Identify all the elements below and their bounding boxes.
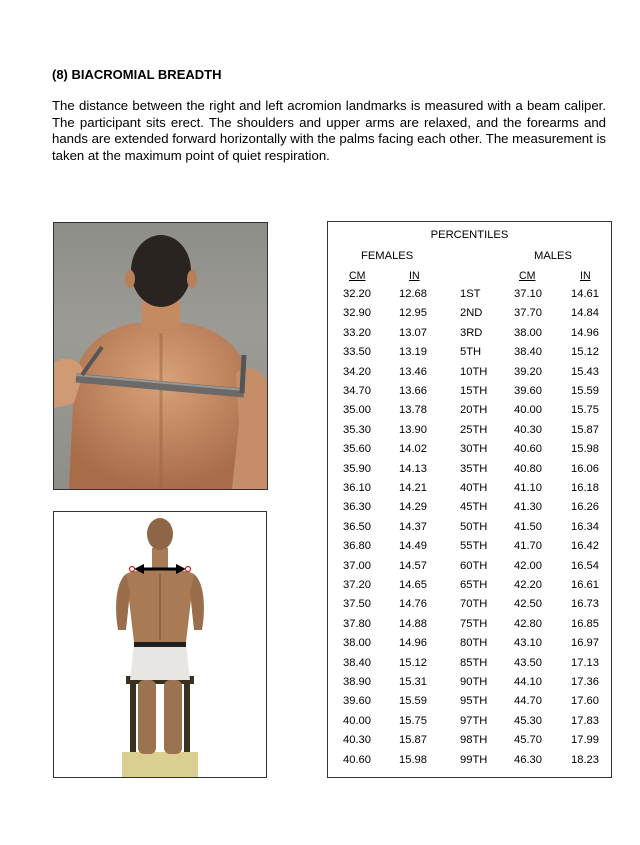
female-in-cell: 14.76 bbox=[399, 598, 427, 611]
table-row bbox=[328, 288, 611, 307]
female-in-header: IN bbox=[409, 270, 420, 282]
male-in-cell: 17.83 bbox=[571, 714, 599, 727]
male-in-cell: 17.99 bbox=[571, 734, 599, 747]
female-cm-cell: 32.90 bbox=[343, 307, 371, 320]
figure-head bbox=[147, 518, 173, 550]
table-row bbox=[328, 366, 611, 385]
table-row bbox=[328, 307, 611, 326]
male-in-cell: 15.59 bbox=[571, 385, 599, 397]
male-cm-cell: 45.30 bbox=[514, 714, 542, 727]
percentile-cell: 2ND bbox=[460, 307, 483, 320]
male-in-cell: 16.73 bbox=[571, 598, 599, 611]
table-row bbox=[328, 327, 611, 346]
table-row bbox=[328, 657, 611, 676]
female-cm-cell: 38.40 bbox=[343, 656, 371, 669]
measurement-description: The distance between the right and left acromion landmarks is measured with a beam caliper. The participant sits erect. The shoulders and upper arms are relaxed, and the forearms and hands are extended forward horizontally with the palms facing each other. The measurement is taken at the maximum point of quiet respiration. bbox=[52, 98, 606, 163]
female-in-cell: 14.96 bbox=[399, 637, 427, 650]
table-row bbox=[328, 695, 611, 714]
table-row bbox=[328, 579, 611, 598]
female-in-cell: 15.98 bbox=[399, 753, 427, 766]
female-cm-cell: 37.80 bbox=[343, 617, 371, 630]
female-in-cell: 13.46 bbox=[399, 365, 427, 378]
measurement-photo bbox=[53, 222, 268, 490]
table-row bbox=[328, 443, 611, 462]
female-cm-cell: 38.00 bbox=[343, 637, 371, 650]
female-in-cell: 13.07 bbox=[399, 326, 427, 339]
male-in-cell: 16.18 bbox=[571, 482, 599, 494]
female-cm-cell: 38.90 bbox=[343, 676, 371, 688]
female-cm-cell: 34.20 bbox=[343, 365, 371, 378]
male-in-cell: 16.06 bbox=[571, 462, 599, 475]
male-in-cell: 15.43 bbox=[571, 365, 599, 378]
percentile-cell: 45TH bbox=[460, 501, 488, 514]
percentile-cell: 65TH bbox=[460, 579, 488, 591]
female-cm-cell: 36.30 bbox=[343, 501, 371, 514]
percentile-cell: 20TH bbox=[460, 404, 488, 417]
male-in-cell: 16.26 bbox=[571, 501, 599, 514]
male-in-cell: 17.13 bbox=[571, 656, 599, 669]
percentile-cell: 15TH bbox=[460, 385, 488, 397]
female-in-cell: 15.75 bbox=[399, 714, 427, 727]
female-in-cell: 13.19 bbox=[399, 346, 427, 359]
male-in-cell: 17.36 bbox=[571, 676, 599, 688]
percentile-cell: 50TH bbox=[460, 520, 488, 533]
male-cm-cell: 40.80 bbox=[514, 462, 542, 475]
measurement-illustration bbox=[53, 511, 267, 778]
male-cm-cell: 41.50 bbox=[514, 520, 542, 533]
male-in-cell: 18.23 bbox=[571, 753, 599, 766]
female-cm-cell: 35.30 bbox=[343, 423, 371, 436]
table-row bbox=[328, 676, 611, 695]
male-in-cell: 15.75 bbox=[571, 404, 599, 417]
female-in-cell: 12.95 bbox=[399, 307, 427, 320]
table-row bbox=[328, 521, 611, 540]
male-in-cell: 16.61 bbox=[571, 579, 599, 591]
female-cm-cell: 32.20 bbox=[343, 288, 371, 300]
male-cm-cell: 42.00 bbox=[514, 559, 542, 572]
male-cm-cell: 39.60 bbox=[514, 385, 542, 397]
percentile-cell: 1ST bbox=[460, 288, 481, 300]
table-row bbox=[328, 598, 611, 617]
male-cm-cell: 44.10 bbox=[514, 676, 542, 688]
table-row bbox=[328, 501, 611, 520]
percentile-cell: 35TH bbox=[460, 462, 488, 475]
female-cm-cell: 37.00 bbox=[343, 559, 371, 572]
table-row bbox=[328, 385, 611, 404]
male-cm-cell: 42.80 bbox=[514, 617, 542, 630]
male-in-cell: 16.97 bbox=[571, 637, 599, 650]
table-row bbox=[328, 734, 611, 753]
female-in-cell: 14.65 bbox=[399, 579, 427, 591]
percentile-cell: 99TH bbox=[460, 753, 488, 766]
male-in-cell: 16.42 bbox=[571, 540, 599, 553]
table-row bbox=[328, 637, 611, 656]
male-cm-cell: 40.30 bbox=[514, 423, 542, 436]
female-cm-cell: 36.10 bbox=[343, 482, 371, 494]
male-in-cell: 15.12 bbox=[571, 346, 599, 359]
female-cm-cell: 35.90 bbox=[343, 462, 371, 475]
female-in-cell: 14.13 bbox=[399, 462, 427, 475]
male-in-cell: 14.84 bbox=[571, 307, 599, 320]
male-in-cell: 17.60 bbox=[571, 695, 599, 708]
female-cm-cell: 35.00 bbox=[343, 404, 371, 417]
table-row bbox=[328, 346, 611, 365]
percentile-cell: 40TH bbox=[460, 482, 488, 494]
table-row bbox=[328, 482, 611, 501]
female-in-cell: 14.29 bbox=[399, 501, 427, 514]
female-cm-cell: 36.80 bbox=[343, 540, 371, 553]
left-acromion-marker bbox=[130, 567, 135, 572]
female-in-cell: 14.57 bbox=[399, 559, 427, 572]
female-in-cell: 14.49 bbox=[399, 540, 427, 553]
table-row bbox=[328, 404, 611, 423]
male-cm-cell: 37.10 bbox=[514, 288, 542, 300]
female-cm-cell: 40.60 bbox=[343, 753, 371, 766]
male-cm-cell: 44.70 bbox=[514, 695, 542, 708]
female-in-cell: 12.68 bbox=[399, 288, 427, 300]
female-in-cell: 14.21 bbox=[399, 482, 427, 494]
floor-box bbox=[122, 752, 198, 777]
female-cm-cell: 40.00 bbox=[343, 714, 371, 727]
female-cm-cell: 34.70 bbox=[343, 385, 371, 397]
percentile-cell: 98TH bbox=[460, 734, 488, 747]
female-in-cell: 15.59 bbox=[399, 695, 427, 708]
male-cm-cell: 39.20 bbox=[514, 365, 542, 378]
female-cm-cell: 37.20 bbox=[343, 579, 371, 591]
table-row bbox=[328, 540, 611, 559]
table-row bbox=[328, 424, 611, 443]
table-row bbox=[328, 618, 611, 637]
male-in-cell: 15.87 bbox=[571, 423, 599, 436]
percentile-cell: 25TH bbox=[460, 423, 488, 436]
page-title: (8) BIACROMIAL BREADTH bbox=[52, 67, 222, 82]
female-cm-header: CM bbox=[349, 270, 366, 282]
right-acromion-marker bbox=[186, 567, 191, 572]
percentile-cell: 85TH bbox=[460, 656, 488, 669]
female-in-cell: 13.90 bbox=[399, 423, 427, 436]
male-cm-cell: 42.20 bbox=[514, 579, 542, 591]
male-cm-cell: 40.60 bbox=[514, 443, 542, 456]
female-in-cell: 14.88 bbox=[399, 617, 427, 630]
female-cm-cell: 40.30 bbox=[343, 734, 371, 747]
male-in-cell: 14.61 bbox=[571, 288, 599, 300]
male-cm-cell: 38.00 bbox=[514, 326, 542, 339]
female-in-cell: 14.37 bbox=[399, 520, 427, 533]
female-in-cell: 13.66 bbox=[399, 385, 427, 397]
female-cm-cell: 33.20 bbox=[343, 326, 371, 339]
percentile-cell: 80TH bbox=[460, 637, 488, 650]
table-row bbox=[328, 754, 611, 773]
percentile-cell: 97TH bbox=[460, 714, 488, 727]
female-cm-cell: 35.60 bbox=[343, 443, 371, 456]
percentile-cell: 75TH bbox=[460, 617, 488, 630]
table-row bbox=[328, 560, 611, 579]
male-in-cell: 16.54 bbox=[571, 559, 599, 572]
shorts bbox=[130, 644, 190, 680]
male-in-cell: 16.34 bbox=[571, 520, 599, 533]
female-in-cell: 15.31 bbox=[399, 676, 427, 688]
female-cm-cell: 33.50 bbox=[343, 346, 371, 359]
male-in-header: IN bbox=[580, 270, 591, 282]
male-cm-cell: 37.70 bbox=[514, 307, 542, 320]
male-cm-cell: 40.00 bbox=[514, 404, 542, 417]
male-cm-cell: 43.10 bbox=[514, 637, 542, 650]
percentile-cell: 3RD bbox=[460, 326, 483, 339]
male-cm-cell: 41.30 bbox=[514, 501, 542, 514]
male-cm-cell: 42.50 bbox=[514, 598, 542, 611]
percentile-cell: 70TH bbox=[460, 598, 488, 611]
table-row bbox=[328, 715, 611, 734]
male-cm-cell: 41.10 bbox=[514, 482, 542, 494]
female-in-cell: 14.02 bbox=[399, 443, 427, 456]
percentile-cell: 55TH bbox=[460, 540, 488, 553]
female-cm-cell: 36.50 bbox=[343, 520, 371, 533]
percentile-cell: 5TH bbox=[460, 346, 482, 359]
male-in-cell: 15.98 bbox=[571, 443, 599, 456]
male-cm-cell: 45.70 bbox=[514, 734, 542, 747]
female-in-cell: 13.78 bbox=[399, 404, 427, 417]
male-in-cell: 16.85 bbox=[571, 617, 599, 630]
female-in-cell: 15.87 bbox=[399, 734, 427, 747]
female-cm-cell: 39.60 bbox=[343, 695, 371, 708]
percentile-cell: 90TH bbox=[460, 676, 488, 688]
male-in-cell: 14.96 bbox=[571, 326, 599, 339]
female-cm-cell: 37.50 bbox=[343, 598, 371, 611]
percentile-table bbox=[327, 221, 612, 778]
percentile-cell: 30TH bbox=[460, 443, 488, 456]
female-in-cell: 15.12 bbox=[399, 656, 427, 669]
males-header: MALES bbox=[534, 250, 572, 262]
participant-head bbox=[131, 235, 191, 307]
females-header: FEMALES bbox=[361, 250, 414, 262]
male-cm-cell: 38.40 bbox=[514, 346, 542, 359]
male-cm-cell: 46.30 bbox=[514, 753, 542, 766]
table-title: PERCENTILES bbox=[430, 229, 509, 241]
percentile-cell: 10TH bbox=[460, 365, 488, 378]
male-cm-cell: 43.50 bbox=[514, 656, 542, 669]
percentile-cell: 60TH bbox=[460, 559, 488, 572]
table-row bbox=[328, 463, 611, 482]
caliper-right-jaw bbox=[242, 355, 244, 393]
male-cm-header: CM bbox=[519, 270, 536, 282]
percentile-cell: 95TH bbox=[460, 695, 488, 708]
male-cm-cell: 41.70 bbox=[514, 540, 542, 553]
